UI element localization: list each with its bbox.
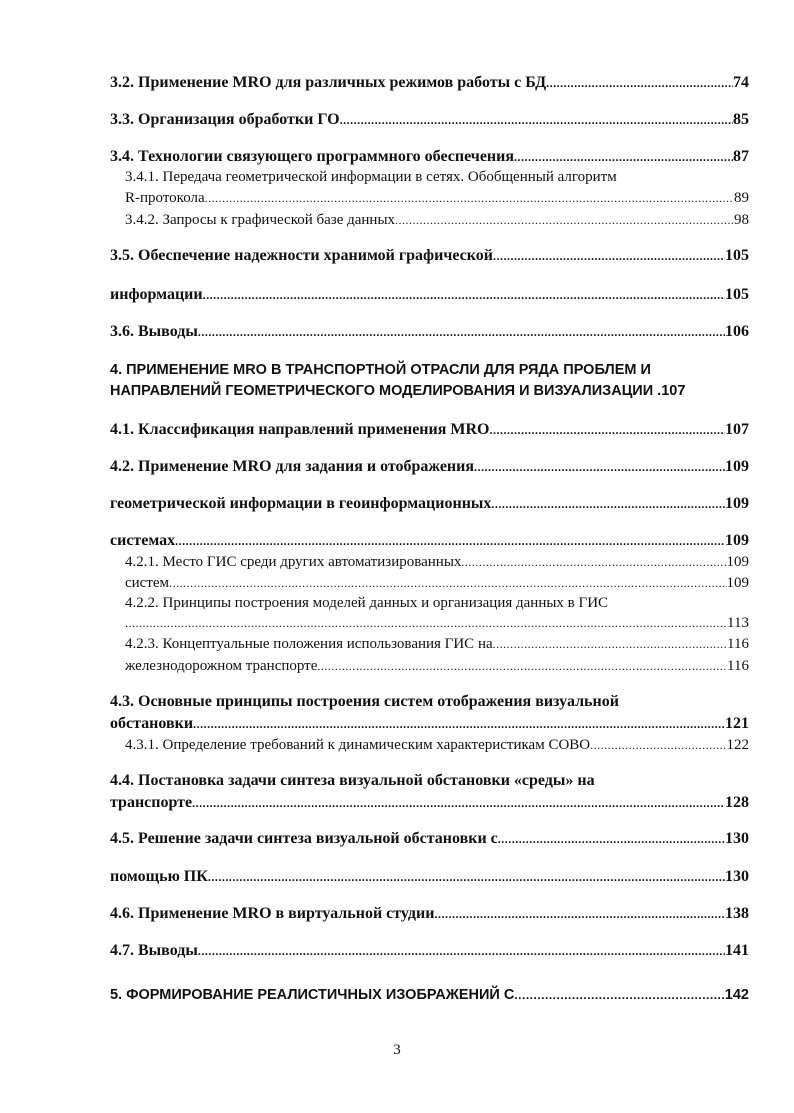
toc-title: 4.4. Постановка задачи синтеза визуальной обстановки «среды» на — [110, 772, 595, 789]
toc-4-2-line2 — [110, 494, 749, 514]
toc-title: 3.5. Обеспечение надежности хранимой графической — [110, 247, 493, 264]
toc-page: 122 — [726, 737, 749, 753]
toc-title: 5. ФОРМИРОВАНИЕ РЕАЛИСТИЧНЫХ ИЗОБРАЖЕНИЙ С — [110, 987, 515, 1003]
toc-title: 4.2.3. Концептуальные положения использования ГИС на — [125, 636, 493, 652]
toc-4-1 — [110, 420, 749, 440]
toc-4-4-line1 — [110, 771, 749, 791]
toc-3-2 — [110, 73, 749, 93]
toc-page: 109 — [725, 458, 749, 475]
toc-4-2-2-line2 — [125, 613, 749, 633]
toc-page: 74 — [733, 74, 749, 91]
toc-title: геометрической информации в геоинформационных — [110, 495, 492, 512]
toc-page: 121 — [725, 715, 749, 732]
toc-3-4 — [110, 147, 749, 167]
toc-4-6 — [110, 904, 749, 924]
toc-4-4-line2 — [110, 793, 749, 813]
toc-page: 89 — [734, 190, 749, 206]
toc-page: 116 — [727, 636, 749, 652]
toc-title: системах — [110, 532, 176, 549]
toc-page: 85 — [733, 111, 749, 128]
toc-4-5-line2 — [110, 867, 749, 887]
toc-title: 3.3. Организация обработки ГО — [110, 111, 340, 128]
toc-page: 105 — [725, 247, 749, 264]
toc-4-3-line2 — [110, 714, 749, 734]
toc-title: обстановки — [110, 715, 194, 732]
toc-chapter-4-line1 — [110, 360, 749, 380]
toc-title: 4.5. Решение задачи синтеза визуальной обстановки с — [110, 830, 498, 847]
toc-page: 138 — [725, 905, 749, 922]
toc-3-4-1-line2 — [125, 188, 749, 208]
toc-title: систем — [125, 575, 170, 591]
toc-title: 4.3.1. Определение требований к динамическим характеристикам СОВО — [125, 737, 591, 753]
toc-page: 107 — [725, 421, 749, 438]
toc-3-4-1-line1 — [125, 167, 749, 187]
toc-3-6 — [110, 322, 749, 342]
toc-page: 113 — [727, 615, 749, 631]
toc-4-2-line1 — [110, 457, 749, 477]
toc-title: 4.2. Применение MRO для задания и отображения — [110, 458, 475, 475]
toc-4-2-1-line1 — [125, 552, 749, 572]
toc-4-2-3-line2 — [125, 656, 749, 676]
toc-title: НАПРАВЛЕНИЙ ГЕОМЕТРИЧЕСКОГО МОДЕЛИРОВАНИЯ И ВИЗУАЛИЗАЦИИ .107 — [110, 383, 686, 399]
toc-page: 130 — [725, 830, 749, 847]
toc-title: транспорте — [110, 794, 193, 811]
toc-title: 4.1. Классификация направлений применения MRO — [110, 421, 490, 438]
toc-3-5-line2 — [110, 285, 749, 305]
toc-page: 128 — [725, 794, 749, 811]
toc-title: 3.4.1. Передача геометрической информации в сетях. Обобщенный алгоритм — [125, 169, 617, 185]
toc-4-7 — [110, 941, 749, 961]
page-number: 3 — [393, 1042, 401, 1058]
toc-page: 130 — [725, 868, 749, 885]
toc-4-3-1 — [125, 735, 749, 755]
toc-chapter-5 — [110, 985, 749, 1005]
toc-title: 4. ПРИМЕНЕНИЕ MRO В ТРАНСПОРТНОЙ ОТРАСЛИ ДЛЯ РЯДА ПРОБЛЕМ И — [110, 362, 651, 378]
toc-title: 3.2. Применение MRO для различных режимов работы с БД — [110, 74, 547, 91]
toc-page: 109 — [726, 554, 749, 570]
toc-title: железнодорожном транспорте — [125, 658, 318, 674]
toc-title: 4.2.2. Принципы построения моделей данных и организация данных в ГИС — [125, 595, 609, 611]
toc-title: R-протокола — [125, 190, 205, 206]
toc-page: 105 — [725, 286, 749, 303]
toc-title: 4.2.1. Место ГИС среди других автоматизированных — [125, 554, 462, 570]
toc-page: 109 — [725, 532, 749, 549]
toc-4-5-line1 — [110, 829, 749, 849]
toc-3-3 — [110, 110, 749, 130]
toc-4-2-3-line1 — [125, 634, 749, 654]
toc-title: информации — [110, 286, 203, 303]
toc-page: 87 — [733, 148, 749, 165]
toc-page: 141 — [725, 942, 749, 959]
toc-4-2-1-line2 — [125, 573, 749, 593]
toc-title: 3.4.2. Запросы к графической базе данных — [125, 212, 396, 228]
toc-title: 3.4. Технологии связующего программного обеспечения — [110, 148, 515, 165]
toc-page: 142 — [724, 987, 749, 1003]
toc-title: 3.6. Выводы — [110, 323, 198, 340]
toc-title: помощью ПК — [110, 868, 208, 885]
toc-chapter-4-line2 — [110, 381, 749, 401]
toc-3-4-2 — [125, 210, 749, 230]
toc-page: 109 — [726, 575, 749, 591]
toc-4-2-line3 — [110, 531, 749, 551]
toc-3-5-line1 — [110, 246, 749, 266]
toc-title: 4.3. Основные принципы построения систем отображения визуальной — [110, 693, 619, 710]
toc-title: 4.6. Применение MRO в виртуальной студии — [110, 905, 435, 922]
toc-4-2-2-line1 — [125, 593, 749, 613]
toc-page: 116 — [727, 658, 749, 674]
toc-page: 106 — [725, 323, 749, 340]
toc-4-3-line1 — [110, 692, 749, 712]
toc-page: 109 — [725, 495, 749, 512]
toc-page: 98 — [734, 212, 749, 228]
toc-title: 4.7. Выводы — [110, 942, 198, 959]
